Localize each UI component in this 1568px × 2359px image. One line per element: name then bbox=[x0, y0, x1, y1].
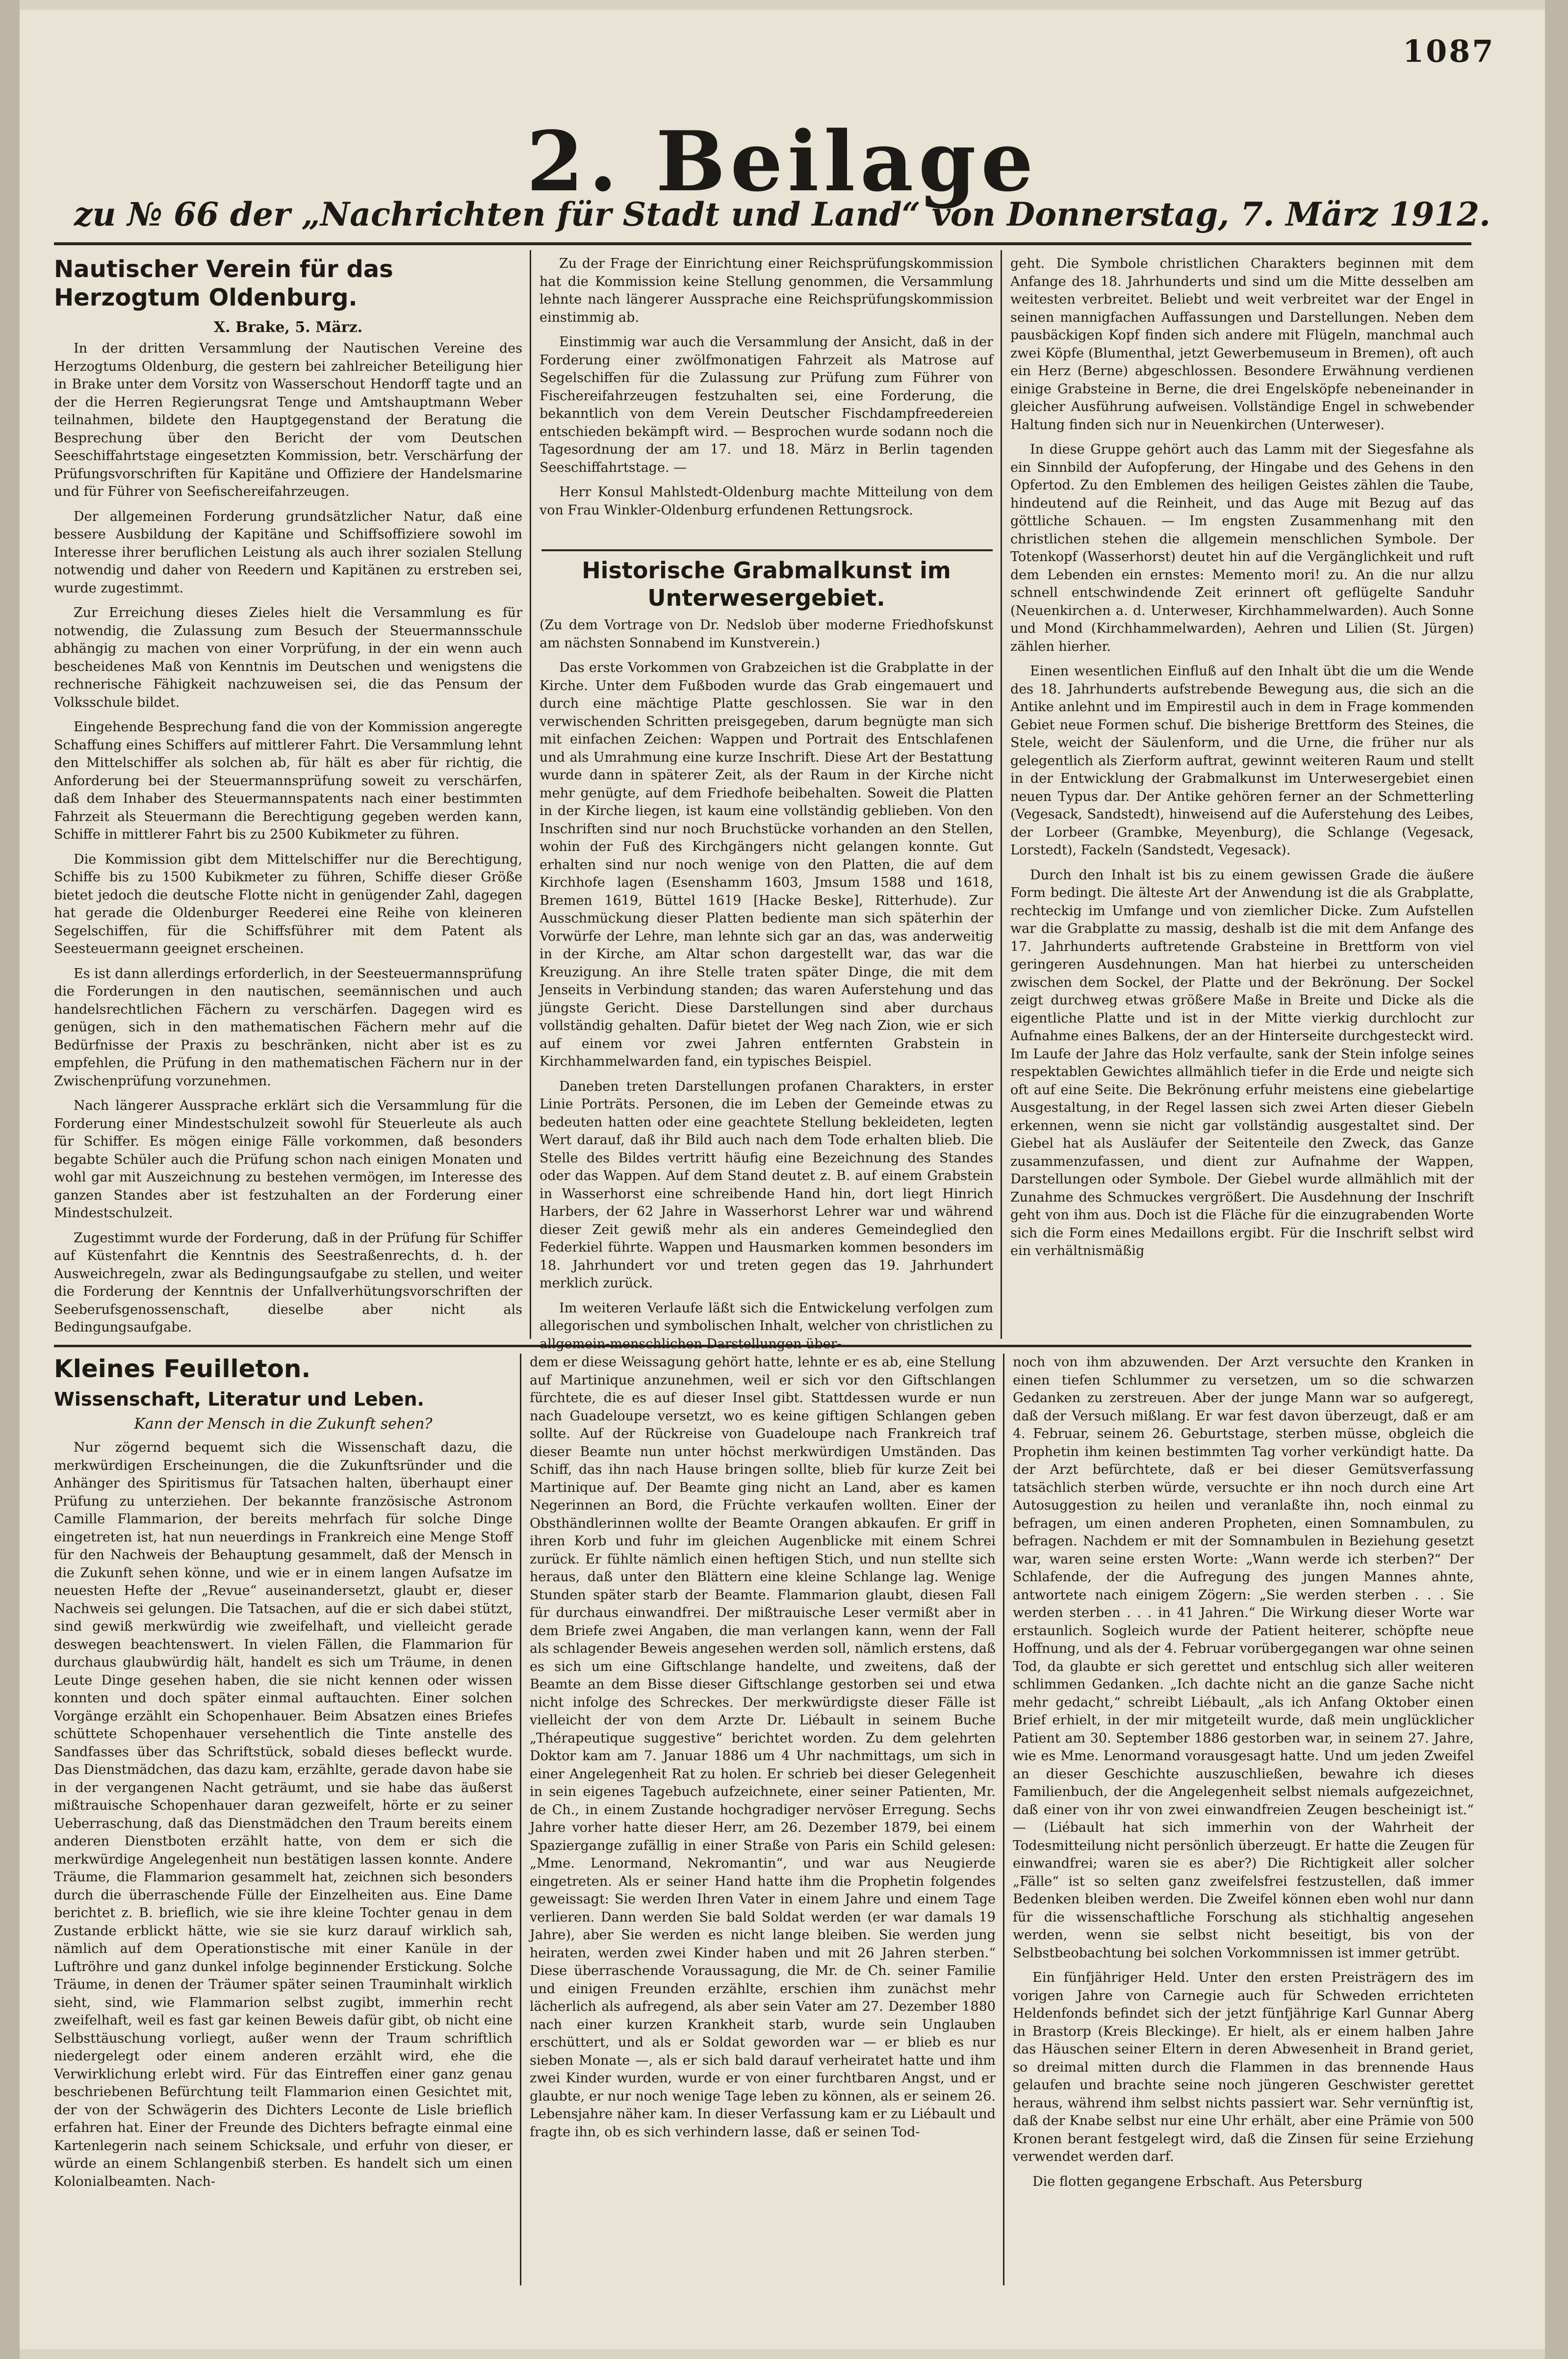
paragraph: Nach längerer Aussprache erklärt sich die Versammlung für die Forderung einer Mindestschulzeit sowohl für Steuerleute als auch für Schiffer. Es mögen einige Fälle vorkommen, daß besonders begabte Schüler auch die Prüfung schon nach einigen Monaten und wohl gar mit Auszeichnung zu bestehen vermögen, im Interesse des ganzen Standes aber ist festzuhalten an der Forderung einer Mindestschulzeit. bbox=[54, 1098, 522, 1221]
article-nautical-society bbox=[54, 255, 522, 1339]
paragraph: Im weiteren Verlaufe läßt sich die Entwickelung verfolgen zum allegorischen und symbolischen Inhalt, welcher von christlichen zu allgemein-menschlichen Darstellungen über- bbox=[540, 1300, 993, 1352]
page-title: 2. Beilage bbox=[526, 113, 1038, 210]
article-grave-art-continued bbox=[1010, 255, 1474, 1339]
article-intro: (Zu dem Vortrage von Dr. Nedslob über moderne Friedhofskunst am nächsten Sonnabend im Kunstverein.) bbox=[540, 617, 993, 651]
feuilleton-subheading: Wissenschaft, Literatur und Leben. bbox=[54, 1388, 424, 1410]
dateline: X. Brake, 5. März. bbox=[213, 319, 363, 336]
paragraph: Herr Konsul Mahlstedt-Oldenburg machte Mitteilung von dem von Frau Winkler-Oldenburg erfundenen Rettungsrock. bbox=[540, 485, 993, 518]
newspaper-page bbox=[20, 10, 1545, 2349]
article-heading: Historische Grabmalkunst im Unterwesergebiet. bbox=[582, 557, 951, 611]
scan-border-right bbox=[1545, 0, 1568, 2359]
feuilleton-question: Kann der Mensch in die Zukunft sehen? bbox=[134, 1415, 433, 1433]
paragraph: Die flotten gegangene Erbschaft. Aus Petersburg bbox=[1032, 2174, 1363, 2189]
article-heading: Nautischer Verein für das Herzogtum Oldenburg. bbox=[54, 256, 393, 311]
paragraph: In der dritten Versammlung der Nautischen Vereine des Herzogtums Oldenburg, die gestern bei zahlreicher Beteiligung hier in Brake unter dem Vorsitz von Wasserschout Hendorff tagte und an der die Herren Regierungsrat Tenge und Amtshauptmann Weber teilnahmen, bildete den Hauptgegenstand der Beratung die Besprechung über den Bericht der vom Deutschen Seeschiffahrtstage eingesetzten Kommission, betr. Verschärfung der Prüfungsvorschriften für Kapitäne und Offiziere der Handelsmarine und für Führer von Seefischereifahrzeugen. bbox=[54, 341, 522, 499]
paragraph: dem er diese Weissagung gehört hatte, lehnte er es ab, eine Stellung auf Martinique anzunehmen, weil er sich vor den Giftschlangen fürchtete, die es auf dieser Insel gibt. Stattdessen wurde er nun nach Guadeloupe versetzt, wo es keine giftigen Schlangen geben sollte. Auf der Rückreise von Guadeloupe nach Frankreich traf dieser Beamte nun unter höchst merkwürdigen Umständen. Das Schiff, das ihn nach Hause bringen sollte, blieb für kurze Zeit bei Martinique auf. Der Beamte ging nicht an Land, aber es kamen Negerinnen an Bord, die Früchte verkaufen wollten. Einer der Obsthändlerinnen wollte der Beamte Orangen abkaufen. Er griff in ihren Korb und fuhr im gleichen Augenblicke mit einem Schrei zurück. Er fühlte nämlich einen heftigen Stich, und nun stellte sich heraus, daß unter den Blättern eine kleine Schlange lag. Wenige Stunden später starb der Beamte. Flammarion glaubt, diesen Fall für durchaus einwandfrei. Der mißtrauische Leser vermißt aber in dem Briefe zwei Angaben, die man verlangen kann, wenn der Fall als schlagender Beweis angesehen werden soll, nämlich erstens, daß es sich um eine Giftschlange handelte, und zweitens, daß der Beamte an dem Bisse dieser Giftschlange gestorben sei und etwa nicht infolge des Schreckes. Der merkwürdigste dieser Fälle ist vielleicht der von dem Arzte Dr. Liébault in seinem Buche „Thérapeutique suggestive“ berichtet worden. Zu dem gelehrten Doktor kam am 7. Januar 1886 um 4 Uhr nachmittags, um sich in einer Angelegenheit Rat zu holen. Er schrieb bei dieser Gelegenheit in sein eigenes Tagebuch aufzeichnete, einer seiner Patienten, Mr. de Ch., in einem Zustande hochgradiger nervöser Erregung. Sechs Jahre vorher hatte dieser Herr, am 26. Dezember 1879, bei einem Spaziergange zufällig in einer Straße von Paris ein Schild gelesen: „Mme. Lenormand, Nekromantin“, und war aus Neugierde eingetreten. Als er seiner Hand hatte ihm die Prophetin folgendes geweissagt: Sie werden Ihren Vater in einem Jahre und einem Tage verlieren. Dann werden Sie bald Soldat werden (er war damals 19 Jahre), aber Sie werden es nicht lange bleiben. Sie werden jung heiraten, werden zwei Kinder haben und mit 26 Jahren sterben.“ Diese überraschende Voraussagung, die Mr. de Ch. seiner Familie und einigen Freunden erzählte, erschien ihm zunächst mehr lächerlich als aufregend, als aber sein Vater am 27. Dezember 1880 nach einer kurzen Krankheit starb, wurde sein Unglauben erschüttert, und als er Soldat geworden war — er blieb es nur sieben Monate —, als er sich bald darauf verheiratet hatte und ihm zwei Kinder wurden, wurde er von einer furchtbaren Angst, und er glaubte, er nur noch wenige Tage leben zu können, als er seinem 26. Lebensjahre näher kam. In dieser Verfassung kam er zu Liébault und fragte ihn, ob es sich verhindern lasse, daß er seinen Tod- bbox=[530, 1355, 996, 2140]
feuilleton-heading: Kleines Feuilleton. bbox=[54, 1355, 311, 1383]
paragraph: Das erste Vorkommen von Grabzeichen ist die Grabplatte in der Kirche. Unter dem Fußboden wurde das Grab eingemauert und durch eine mächtige Platte geschlossen. Sie war in den verwischenden Schritten preisgegeben, darum begnügte man sich mit einfachen Zeichen: Wappen und Portrait des Entschlafenen und als Umrahmung eine kurze Inschrift. Diese Art der Bestattung wurde dann in späterer Zeit, als der Raum in der Kirche nicht mehr genügte, auf dem Friedhofe beibehalten. Soweit die Platten in der Kirche liegen, ist kaum eine vollständig geblieben. Von den Inschriften sind nur noch Bruchstücke vorhanden an den Stellen, wohin der Fuß des Kirchgängers nicht gelangen konnte. Gut erhalten sind nur noch wenige von den Platten, die auf dem Kirchhofe lagen (Esenshamm 1603, Jmsum 1588 und 1618, Bremen 1619, Büttel 1619 [Hacke Beske], Ritterhude). Zur Ausschmückung dieser Platten bediente man sich späterhin der Vorwürfe der Lehre, man lehnte sich gar an das, was anderweitig in der Kirche, am Altar schon dargestellt war, das war die Kreuzigung. An ihre Stelle traten später Dinge, die mit dem Jenseits in Verbindung standen; das waren Auferstehung und das jüngste Gericht. Diese Darstellungen sind aber durchaus vollständig gehalten. Dafür bietet der Weg nach Zion, wie er sich auf einem vor zwei Jahren entfernten Grabstein in Kirchhammelwarden fand, ein typisches Beispiel. bbox=[540, 660, 993, 1069]
article-rule bbox=[541, 549, 993, 551]
paragraph: noch von ihm abzuwenden. Der Arzt versuchte den Kranken in einen tiefen Schlummer zu versetzen, um so die schwarzen Gedanken zu zerstreuen. Aber der junge Mann war so aufgeregt, daß der Versuch mißlang. Er war fest davon überzeugt, daß er am 4. Februar, seinem 26. Geburtstage, sterben müsse, obgleich die Prophetin ihm keinen bestimmten Tag vorher verkündigt hatte. Da der Arzt befürchtete, daß er bei dieser Gemütsverfassung tatsächlich sterben würde, versuchte er ihn noch durch eine Art Autosuggestion zu heilen und veranlaßte ihn, noch einmal zu befragen, um einen anderen Propheten, einen Somnambulen, zu befragen. Nachdem er mit der Somnambulen in Beziehung gesetzt war, waren seine ersten Worte: „Wann werde ich sterben?“ Der Schlafende, der die Aufregung des jungen Mannes ahnte, antwortete nach einigem Zögern: „Sie werden sterben . . . Sie werden sterben . . . in 41 Jahren.“ Die Wirkung dieser Worte war erstaunlich. Sogleich wurde der Patient heiterer, schöpfte neue Hoffnung, und als der 4. Februar vorübergegangen war ohne seinen Tod, da glaubte er sich gerettet und entschlug sich aller weiteren schlimmen Gedanken. „Ich dachte nicht an die ganze Sache nicht mehr gedacht,“ schreibt Liébault, „als ich Anfang Oktober einen Brief erhielt, in der mir mitgeteilt wurde, daß mein unglücklicher Patient am 30. September 1886 gestorben war, in seinem 27. Jahre, wie es Mme. Lenormand vorausgesagt hatte. Und um jeden Zweifel an dieser Geschichte auszuschließen, bewahre ich dieses Familienbuch, der die Angelegenheit selbst niemals aufgezeichnet, daß einer von ihr von zwei einwandfreien Zeugen bescheinigt ist.“ — (Liébault hat sich immerhin von der Wahrheit der Todesmitteilung nicht persönlich überzeugt. Er hatte die Zeugen für einwandfrei; waren sie es aber?) Die Richtigkeit aller solcher „Fälle“ ist so selten ganz zweifelsfrei festzustellen, daß immer Bedenken bleiben werden. Die Zweifel können eben wohl nur dann für die wissenschaftliche Forschung als stichhaltig angesehen werden, wenn sie selbst nicht beseitigt, bis von der Selbstbeobachtung bei solchen Vorkommnissen ist immer getrübt. bbox=[1013, 1355, 1474, 1961]
feuilleton-column-2 bbox=[530, 1354, 996, 2285]
paragraph: Zugestimmt wurde der Forderung, daß in der Prüfung für Schiffer auf Küstenfahrt die Kenntnis des Seestraßenrechts, d. h. der Ausweichregeln, zwar als Bedingungsaufgabe zu stellen, und weiter die Forderung der Kenntnis der Unfallverhütungsvorschriften der Seeberufsgenossenschaft, dieselbe aber nicht als Bedingungsaufgabe. bbox=[54, 1230, 522, 1335]
paragraph: Der allgemeinen Forderung grundsätzlicher Natur, daß eine bessere Ausbildung der Kapitäne und Schiffsoffiziere sowohl im Interesse ihrer beruflichen Leistung als auch ihrer sozialen Stellung notwendig und daher von Reedern und Kapitänen zu erstreben sei, wurde zugestimmt. bbox=[54, 509, 522, 596]
issue-subtitle: zu № 66 der „Nachrichten für Stadt und Land“ von Donnerstag, 7. März 1912. bbox=[74, 195, 1491, 233]
paragraph: Nur zögernd bequemt sich die Wissenschaft dazu, die merkwürdigen Erscheinungen, die die Zukunftsründer und die Anhänger des Spiritismus für Tatsachen halten, überhaupt einer Prüfung zu unterziehen. Der bekannte französische Astronom Camille Flammarion, der bereits mehrfach für solche Dinge eingetreten ist, hat nun neuerdings in Frankreich eine Menge Stoff für den Nachweis der Behauptung gesammelt, daß der Mensch in die Zukunft sehen könne, und wie er in einem langen Aufsatze im neuesten Hefte der „Revue“ auseinandersetzt, glaubt er, dieser Nachweis sei gelungen. Die Tatsachen, auf die er sich dabei stützt, sind gewiß merkwürdig wie zweifelhaft, und vielleicht gerade deswegen beachtenswert. In vielen Fällen, die Flammarion für durchaus glaubwürdig hält, handelt es sich um Träume, in denen Leute Dinge gesehen haben, die sie nicht kennen oder wissen konnten und doch später einmal auftauchten. Einer solchen Vorgänge erzählt ein Schopenhauer. Beim Absatzen eines Briefes schüttete Schopenhauer versehentlich die Tinte anstelle des Sandfasses über das Schriftstück, sobald dieses befleckt wurde. Das Dienstmädchen, das dazu kam, erzählte, gerade davon habe sie in der vergangenen Nacht geträumt, und sie habe das äußerst mißtrauische Schopenhauer daran gezweifelt, hörte er zu seiner Ueberraschung, daß das Dienstmädchen den Traum bereits einem anderen Dienstboten erzählt hatte, von dem er sich die merkwürdige Angelegenheit nun bestätigen lassen konnte. Andere Träume, die Flammarion gesammelt hat, zeichnen sich besonders durch die überraschende Fülle der Einzelheiten aus. Eine Dame berichtet z. B. brieflich, wie sie ihre kleine Tochter genau in dem Zustande erblickt hätte, wie sie sie kurz darauf wirklich sah, nämlich auf dem Operationstische mit einer Kanüle in der Luftröhre und ganz dunkel infolge beginnender Erstickung. Solche Träume, in denen der Träumer später seinen Trauminhalt wirklich sieht, sind, wie Flammarion selbst zugibt, immerhin recht zweifelhaft, weil es fast gar keinen Beweis dafür gibt, ob nicht eine Selbsttäuschung vorliegt, außer wenn der Traum schriftlich niedergelegt oder einem anderen erzählt wird, ehe die Verwirklichung erlebt wird. Für das Eintreffen einer ganz genau beschriebenen Befürchtung teilt Flammarion einen Gesichtet mit, der von der Schwägerin des Dichters Leconte de Lisle brieflich erfahren hat. Einer der Freunde des Dichters befragte einmal eine Kartenlegerin nach seinem Schicksale, und erfuhr von dieser, er würde an einem Schlangenbiß sterben. Es handelt sich um einen Kolonialbeamten. Nach- bbox=[54, 1440, 513, 2189]
paragraph: Einstimmig war auch die Versammlung der Ansicht, daß in der Forderung einer zwölfmonatigen Fahrzeit als Matrose auf Segelschiffen für die Zulassung zur Prüfung zum Führer von Fischereifahrzeugen festzuhalten sei, eine Forderung, die bekanntlich von dem Verein Deutscher Fischdampfreedereien entschieden bekämpft wird. — Besprochen wurde sodann noch die Tagesordnung der am 17. und 18. März in Berlin tagenden Seeschiffahrtstage. — bbox=[540, 334, 993, 475]
column-rule bbox=[520, 1354, 521, 2285]
scan-border-left bbox=[0, 0, 20, 2359]
article-grave-art bbox=[540, 557, 993, 1352]
paragraph: Ein fünfjähriger Held. Unter den ersten Preisträgern des im vorigen Jahre von Carnegie auch für Schweden errichteten Heldenfonds befindet sich der jetzt fünfjährige Karl Gunnar Aberg in Brastorp (Kreis Bleckinge). Er hielt, als er einem halben Jahre das Häuschen seiner Eltern in deren Abwesenheit in Brand geriet, so dreimal mitten durch die Flammen in das brennende Haus gelaufen und brachte seine noch jüngeren Geschwister gerettet heraus, während ihm selbst nichts passiert war. Sehr vernünftig ist, daß der Knabe selbst nur eine Uhr erhält, aber eine Prämie von 500 Kronen berant festgelegt wird, daß die Zinsen für seine Erziehung verwendet werden darf. bbox=[1013, 1970, 1474, 2164]
paragraph: Daneben treten Darstellungen profanen Charakters, in erster Linie Porträts. Personen, die im Leben der Gemeinde etwas zu bedeuten hatten oder eine geachtete Stellung bekleideten, legten Wert darauf, daß ihr Bild auch nach dem Tode erhalten blieb. Die Stelle des Bildes vertritt häufig eine Bezeichnung des Standes oder das Wappen. Auf dem Stand deutet z. B. auf einem Grabstein in Wasserhorst eine schreibende Hand hin, dort liegt Hinrich Harbers, der 62 Jahre in Wasserhorst Lehrer war und während dieser Zeit gewiß mehr als ein anderes Gemeindeglied den Federkiel führte. Wappen und Hausmarken kommen besonders im 18. Jahrhundert vor und treten gegen das 19. Jahrhundert merklich zurück. bbox=[540, 1078, 993, 1291]
column-rule bbox=[1003, 1354, 1004, 2285]
paragraph: Zur Erreichung dieses Zieles hielt die Versammlung es für notwendig, die Zulassung zum Besuch der Steuermannsschule abhängig zu machen von einer Vorprüfung, in der ein wenn auch bescheidenes Maß von Kenntnis im Deutschen und wenigstens die rechnerische Fähigkeit nachzuweisen sei, die das Pensum der Volksschule bildet. bbox=[54, 605, 522, 710]
page-number: 1087 bbox=[1403, 33, 1495, 69]
header-rule bbox=[54, 242, 1471, 245]
column-rule bbox=[1001, 250, 1002, 1339]
paragraph: Eingehende Besprechung fand die von der Kommission angeregte Schaffung eines Schiffers auf mittlerer Fahrt. Die Versammlung lehnt den Mittelschiffer als solchen ab, für hält es aber für richtig, die Anforderung bei der Steuermannsprüfung soweit zu verschärfen, daß dem Inhaber des Steuermannspatents nach einer bestimmten Fahrzeit als Steuermann die Berechtigung gegeben werden kann, Schiffe in mittlerer Fahrt bis zu 2500 Kubikmeter zu führen. bbox=[54, 719, 522, 842]
paragraph: Durch den Inhalt ist bis zu einem gewissen Grade die äußere Form bedingt. Die älteste Art der Anwendung ist die als Grabplatte, rechteckig im Umfange und von ziemlicher Dicke. Zum Aufstellen war die Grabplatte zu massig, deshalb ist die mit dem Anfange des 17. Jahrhunderts auftretende Grabsteine in Brettform von viel geringeren Ausdehnungen. Man hat hierbei zu unterscheiden zwischen dem Sockel, der Platte und der Bekrönung. Der Sockel zeigt durchweg etwas größere Maße in Breite und Dicke als die eigentliche Platte und ist in der Mitte vierkig durchlocht zur Aufnahme eines Balkens, der an der Hinterseite durchgesteckt wird. Im Laufe der Jahre das Holz verfaulte, sank der Stein infolge seines respektablen Gewichtes allmählich tiefer in die Erde und neigte sich oft auf eine Seite. Die Bekrönung erfuhr meistens eine giebelartige Ausgestaltung, in der Regel lassen sich zwei Arten dieser Giebeln erkennen, wenn sie nicht gar vollständig ausgestaltet sind. Der Giebel hat als Ausläufer der Seitenteile den Zweck, das Ganze zusammenzufassen, und dient zur Aufnahme der Wappen, Darstellungen oder Symbole. Der Giebel wurde allmählich mit der Zunahme des Schmuckes vergrößert. Die Ausdehnung der Inschrift geht von ihm aus. Doch ist die Fläche für die einzugrabenden Worte sich die Form eines Medaillons ergibt. Für die Inschrift selbst wird ein verhältnismäßig bbox=[1010, 867, 1474, 1258]
paragraph: Es ist dann allerdings erforderlich, in der Seesteuermannsprüfung die Forderungen in den nautischen, seemännischen und auch handelsrechtlichen Fächern zu verschärfen. Dagegen wird es genügen, sich in den mathematischen Fächern mehr auf die Bedürfnisse der Praxis zu beschränken, nicht aber ist es zu empfehlen, die Prüfung in den mathematischen Fächern nur in der Zwischenprüfung vorzunehmen. bbox=[54, 966, 522, 1089]
paragraph: Einen wesentlichen Einfluß auf den Inhalt übt die um die Wende des 18. Jahrhunderts aufstrebende Bewegung aus, die sich an die Antike anlehnt und im Empirestil auch in dem in Frage kommenden Gebiet neue Formen schuf. Die bisherige Brettform des Steines, die Stele, weicht der Säulenform, und die Urne, die früher nur als gelegentlich als Zierform auftrat, gewinnt weiteren Raum und stellt in der Entwicklung der Grabmalkunst im Unterwesergebiet einen neuen Typus dar. Der Antike gehören ferner an der Schmetterling (Vegesack, Sandstedt), hinweisend auf die Auferstehung des Leibes, der Lorbeer (Grambke, Meyenburg), die Schlange (Vegesack, Lorstedt), Fackeln (Sandstedt, Vegesack). bbox=[1010, 664, 1474, 858]
paragraph: Die Kommission gibt dem Mittelschiffer nur die Berechtigung, Schiffe bis zu 1500 Kubikmeter zu führen, Schiffe dieser Größe bietet jedoch die deutsche Flotte nicht in genügender Zahl, dagegen hat gerade die Oldenburger Reederei eine Reihe von kleineren Segelschiffen, für die Schiffsführer mit dem Patent als Seesteuermann geeignet erscheinen. bbox=[54, 851, 522, 956]
paragraph: Zu der Frage der Einrichtung einer Reichsprüfungskommission hat die Kommission keine Stellung genommen, die Versammlung lehnte nach längerer Aussprache eine Reichsprüfungskommission einstimmig ab. bbox=[540, 256, 993, 325]
article-nautical-continued bbox=[540, 255, 993, 549]
column-rule bbox=[530, 250, 531, 1339]
paragraph: geht. Die Symbole christlichen Charakters beginnen mit dem Anfange des 18. Jahrhunderts und sind um die Mitte desselben am weitesten verbreitet. Beliebt und weit verbreitet war der Engel in seinen mannigfachen Auffassungen und Darstellungen. Neben dem pausbäckigen Kopf finden sich andere mit Flügeln, manchmal auch zwei Köpfe (Blumenthal, jetzt Gewerbemuseum in Bremen), oft auch ein Herz (Berne) abgeschlossen. Besondere Erwähnung verdienen einige Grabsteine in Berne, die drei Engelsköpfe nebeneinander in gleicher Ausführung aufweisen. Vollständige Engel in schwebender Haltung finden sich nur in Neuenkirchen (Unterweser). bbox=[1010, 256, 1474, 433]
paragraph: In diese Gruppe gehört auch das Lamm mit der Siegesfahne als ein Sinnbild der Aufopferung, der Hingabe und des Gehens in den Opfertod. Zu den Emblemen des heiligen Geistes zählen die Taube, hindeutend auf die Reinheit, und das Auge mit Bezug auf das göttliche Schauen. — Im engsten Zusammenhang mit den christlichen stehen die allgemein menschlichen Symbole. Der Totenkopf (Wasserhorst) deutet hin auf die Vergänglichkeit und ruft dem Lebenden ein ernstes: Memento mori! zu. An die nur allzu schnell entschwindende Zeit erinnert oft geflügelte Sanduhr (Neuenkirchen a. d. Unterweser, Kirchhammelwarden). Auch Sonne und Mond (Kirchhammelwarden), Aehren und Lilien (St. Jürgen) zählen hierher. bbox=[1010, 442, 1474, 654]
feuilleton-column-3 bbox=[1013, 1354, 1474, 2285]
feuilleton-column-1 bbox=[54, 1354, 513, 2285]
